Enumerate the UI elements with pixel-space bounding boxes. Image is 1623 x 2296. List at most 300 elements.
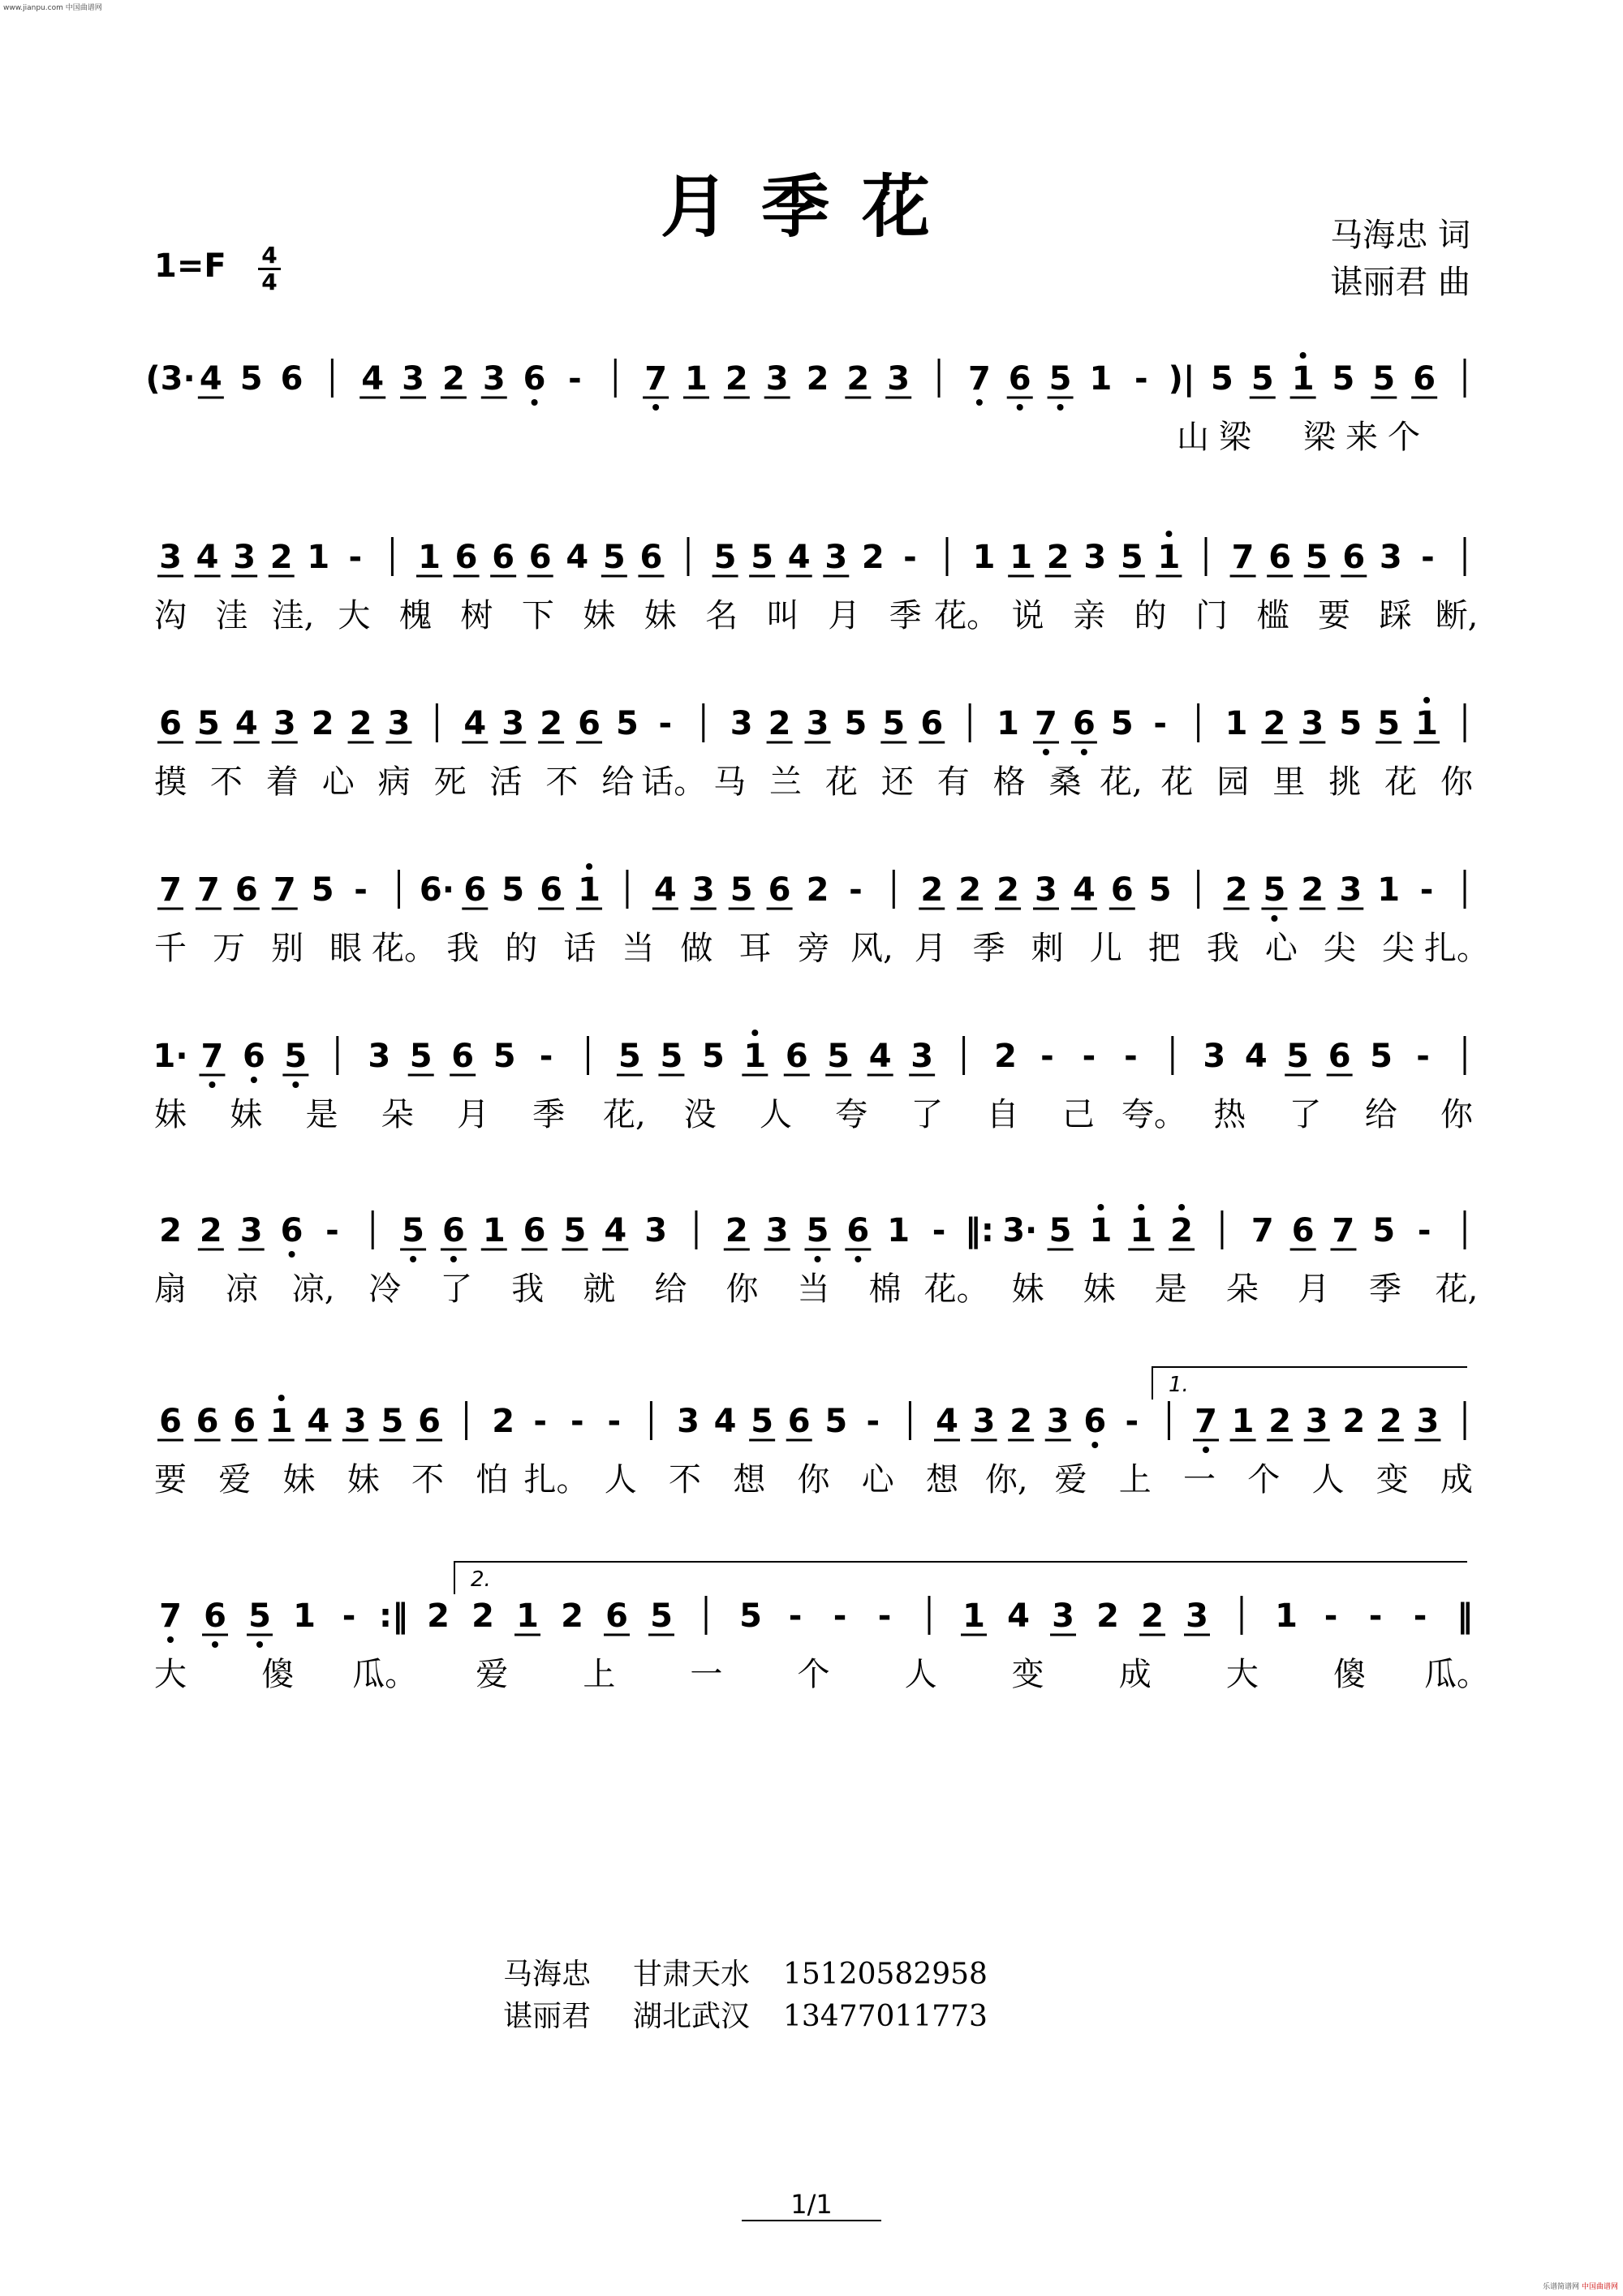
note: - (877, 1597, 892, 1635)
lyric-syllable: 夸 (835, 1096, 868, 1133)
lyric-syllable: 了 (440, 1271, 473, 1308)
note: 6 (578, 705, 601, 742)
note: 3 (972, 1403, 996, 1440)
lyric-syllable: 季 (532, 1096, 566, 1133)
lyric-syllable: 妹 (154, 1096, 187, 1133)
note: - (342, 1597, 356, 1635)
note: - (570, 1403, 584, 1440)
contact-phone: 13477011773 (783, 2000, 988, 2033)
note: 5 (739, 1597, 762, 1635)
note: 6 (768, 871, 791, 909)
lyric-syllable: 变 (1011, 1656, 1044, 1693)
lyric-syllable: 死 (433, 763, 467, 801)
lyric-syllable: 季 (972, 930, 1005, 967)
low-octave-dot (167, 1636, 174, 1643)
note: 5 (701, 1038, 725, 1075)
note: 4 (1007, 1597, 1030, 1635)
note: 6 (1291, 1212, 1315, 1249)
volta-bracket (454, 1562, 1467, 1594)
lyric-syllable: 扎。 (523, 1461, 589, 1498)
lyric-syllable: 大 (1225, 1656, 1259, 1693)
note: - (1124, 1038, 1138, 1075)
note: 6 (1413, 360, 1436, 398)
note: 4 (1072, 871, 1096, 909)
high-octave-dot (751, 1030, 758, 1036)
lyric-syllable: 来 (1345, 419, 1378, 456)
note: 1 (269, 1403, 293, 1440)
note: 3 (765, 360, 789, 398)
note: 1 (743, 1038, 767, 1075)
lyric-syllable: 月 (1297, 1271, 1330, 1308)
note: - (1153, 705, 1168, 742)
note: 2 (1170, 1212, 1194, 1249)
note: 2 (920, 871, 944, 909)
note: 2 (1379, 1403, 1402, 1440)
lyric-syllable: 月 (828, 597, 861, 634)
composer-credit: 谌丽君 曲 (1330, 264, 1470, 301)
page-title: 月季花 (660, 166, 962, 247)
note: 1 (482, 1212, 506, 1249)
note: 4 (361, 360, 385, 398)
note: 2 (1141, 1597, 1164, 1635)
note: - (533, 1403, 548, 1440)
note: - (1416, 1038, 1430, 1075)
watermark-bottom-b: 中国曲谱网 (1581, 2283, 1618, 2291)
key-signature: 1=F (154, 247, 226, 285)
lyric-syllable: 桑 (1048, 763, 1082, 801)
lyric-syllable: 朵 (381, 1096, 414, 1133)
lyric-syllable: 要 (154, 1461, 187, 1498)
low-octave-dot (652, 404, 659, 411)
note: 5 (1110, 705, 1134, 742)
lyric-syllable: 扇 (154, 1271, 187, 1308)
note: 1 (1157, 539, 1181, 576)
note: 1 (1231, 1403, 1255, 1440)
note: - (1082, 1038, 1096, 1075)
lyric-syllable: 上 (583, 1656, 616, 1693)
lyric-syllable: 想 (926, 1461, 958, 1498)
lyric-syllable: 夸。 (1121, 1096, 1187, 1133)
lyric-syllable: 心 (321, 763, 355, 801)
note: 6 (1328, 1038, 1351, 1075)
note: 3 (1339, 871, 1363, 909)
lyric-syllable: 兰 (769, 763, 803, 801)
note: 2 (159, 1212, 182, 1249)
page-number (0, 2189, 1623, 2221)
lyric-syllable: 怕 (476, 1461, 509, 1498)
lyric-syllable: 给 (601, 763, 635, 801)
note: 5 (1251, 360, 1274, 398)
note: 3 (911, 1038, 934, 1075)
note: 6 (1072, 705, 1096, 742)
note: - (1324, 1597, 1338, 1635)
note: 5 (827, 1038, 850, 1075)
note: - (788, 1597, 803, 1635)
note: 4 (713, 1403, 737, 1440)
lyric-syllable: 洼, (271, 597, 315, 634)
note: 6 (528, 539, 552, 576)
note: 3 (1186, 1597, 1208, 1635)
note: 3 (502, 705, 525, 742)
contact-row (503, 1954, 988, 1996)
note: 1 (887, 1212, 911, 1249)
note: 5 (284, 1038, 308, 1075)
lyric-syllable: 的 (1134, 597, 1167, 634)
note: 4 (1244, 1038, 1268, 1075)
lyric-syllable: 是 (1154, 1271, 1187, 1308)
low-octave-dot (251, 1077, 257, 1083)
note: 2 (725, 360, 748, 398)
lyric-syllable: 的 (505, 930, 538, 967)
note: - (866, 1403, 880, 1440)
lyric-syllable: 心 (861, 1461, 894, 1498)
contact-name: 马海忠 (503, 1958, 592, 1991)
note: - (932, 1212, 946, 1249)
note: 2 (492, 1403, 515, 1440)
note: - (1417, 1212, 1431, 1249)
lyric-syllable: 是 (305, 1096, 338, 1133)
note: 5 (1339, 705, 1363, 742)
note: 7 (1231, 539, 1255, 576)
low-octave-dot (289, 1251, 295, 1258)
volta-label: 2. (471, 1567, 491, 1592)
note: 5 (1286, 1038, 1310, 1075)
note: 3 (402, 360, 424, 398)
note: 2 (1268, 1403, 1292, 1440)
lyric-syllable: 花。 (372, 930, 437, 967)
note: 6 (523, 1212, 546, 1249)
lyric-syllable: 冷 (368, 1271, 402, 1308)
note: - (833, 1597, 847, 1635)
lyric-syllable: 人 (904, 1656, 937, 1693)
low-octave-dot (292, 1081, 299, 1088)
note: 5 (311, 871, 334, 909)
note: 5 (1048, 360, 1072, 398)
note: 2 (269, 539, 293, 576)
note: 4 (936, 1403, 958, 1440)
low-octave-dot (209, 1081, 215, 1088)
high-octave-dot (1300, 352, 1307, 359)
note: 5 (1332, 360, 1355, 398)
note: 6 (441, 1212, 465, 1249)
lyric-syllable: 成 (1440, 1461, 1473, 1498)
lyric-syllable: 傻 (261, 1656, 295, 1693)
note: 2 (768, 705, 791, 742)
note: 4 (868, 1038, 892, 1075)
note: 7 (200, 1038, 224, 1075)
lyric-syllable: 病 (377, 763, 411, 801)
low-octave-dot (450, 1256, 457, 1262)
high-octave-dot (1178, 1204, 1185, 1210)
note: 2 (1225, 871, 1248, 909)
lyric-syllable: 花, (1435, 1271, 1479, 1308)
note: 3 (1052, 1597, 1074, 1635)
time-signature-top: 4 (261, 242, 278, 269)
note: 5 (650, 1597, 673, 1635)
note: 3 (1035, 871, 1057, 909)
lyric-syllable: 断, (1435, 597, 1479, 634)
note: 5 (751, 539, 774, 576)
lyric-syllable: 妹 (347, 1461, 380, 1498)
lyric-syllable: 说 (1011, 597, 1044, 634)
high-octave-dot (1423, 697, 1430, 703)
low-octave-dot (1271, 915, 1277, 922)
lyric-syllable: 人 (1311, 1461, 1345, 1498)
note: 6 (463, 871, 487, 909)
note: 1 (418, 539, 441, 576)
note: 2 (561, 1597, 583, 1635)
note: 5 (381, 1403, 404, 1440)
note: 2 (861, 539, 885, 576)
note: 5 (618, 1038, 641, 1075)
note: - (325, 1212, 339, 1249)
lyric-syllable: 了 (1289, 1096, 1322, 1133)
lyric-syllable: 不 (669, 1461, 701, 1498)
note: 3 (1416, 1403, 1440, 1440)
note: 6 (235, 871, 258, 909)
note: 7 (1195, 1403, 1217, 1440)
note: 6 (785, 1038, 808, 1075)
time-signature-bottom: 4 (258, 268, 281, 295)
note: 7 (1251, 1212, 1274, 1249)
note: - (849, 871, 863, 909)
note: 3 (1379, 539, 1402, 576)
lyric-syllable: 你 (797, 1461, 830, 1498)
lyric-syllable: 万 (213, 930, 246, 967)
note: 1 (1225, 705, 1248, 742)
low-octave-dot (212, 1641, 218, 1648)
lyric-syllable: 沟 (154, 597, 187, 634)
lyric-syllable: 格 (992, 763, 1026, 801)
note: 7 (196, 871, 220, 909)
lyric-syllable: 你 (1440, 763, 1473, 801)
page-number-text: 1/1 (742, 2189, 881, 2221)
note: 6 (1342, 539, 1366, 576)
note: 7 (159, 1597, 182, 1635)
lyric-syllable: 还 (880, 763, 914, 801)
note: 7 (644, 360, 668, 398)
lyric-syllable: 当 (622, 930, 655, 967)
low-octave-dot (1081, 749, 1087, 755)
lyric-syllable: 旁 (797, 930, 830, 967)
lyric-syllable: 我 (1206, 930, 1239, 967)
note: 6 (196, 1403, 219, 1440)
note: 3 (691, 871, 715, 909)
note: 1· (153, 1038, 188, 1075)
note: 5 (409, 1038, 433, 1075)
lyric-syllable: 了 (911, 1096, 944, 1133)
note: 3 (343, 1403, 367, 1440)
contact-phone: 15120582958 (783, 1958, 988, 1991)
note: 6 (540, 871, 563, 909)
lyric-syllable: 变 (1375, 1461, 1409, 1498)
note: 1 (997, 705, 1019, 742)
note: 5 (806, 1212, 829, 1249)
note: 3 (677, 1403, 700, 1440)
lyric-syllable: 话。 (641, 763, 707, 801)
lyric-syllable: 热 (1213, 1096, 1246, 1133)
note: 4 (199, 360, 222, 398)
note: 5 (1211, 360, 1233, 398)
note: 2 (441, 360, 465, 398)
note: 7 (273, 871, 296, 909)
contact-place: 甘肃天水 (633, 1958, 751, 1991)
note: 1 (1291, 360, 1315, 398)
note: 2 (806, 871, 829, 909)
note: 2 (1046, 539, 1070, 576)
note: - (1419, 871, 1434, 909)
note: - (348, 539, 363, 576)
contacts-block (503, 1954, 988, 2038)
note: 1 (1377, 871, 1401, 909)
lyric-syllable: 花 (824, 763, 858, 801)
lyric-syllable: 一 (690, 1656, 723, 1693)
high-octave-dot (1097, 1204, 1104, 1210)
high-octave-dot (586, 863, 592, 870)
lyric-syllable: 妹 (644, 597, 677, 634)
lyric-syllable: 给 (654, 1271, 687, 1308)
note: 4 (566, 539, 589, 576)
note: 3 (1301, 705, 1324, 742)
low-octave-dot (1043, 749, 1049, 755)
note: 5 (1120, 539, 1143, 576)
barline-symbol: ‖ (1457, 1597, 1473, 1635)
high-octave-dot (1138, 1204, 1144, 1210)
note: 4 (463, 705, 487, 742)
note: 2 (725, 1212, 748, 1249)
note: 1 (1089, 360, 1113, 398)
lyric-syllable: 自 (986, 1096, 1019, 1133)
note: 6 (242, 1038, 265, 1075)
note: 6 (454, 539, 478, 576)
low-octave-dot (256, 1641, 263, 1648)
note: 2 (997, 871, 1019, 909)
lyric-syllable: 大 (338, 597, 371, 634)
lyric-syllable: 花, (603, 1096, 646, 1133)
note: 5 (1372, 360, 1396, 398)
note: 5 (563, 1212, 587, 1249)
note: (3· (145, 360, 196, 398)
high-octave-dot (1165, 531, 1172, 537)
lyric-syllable: 山 (1177, 419, 1209, 456)
note: 6 (846, 1212, 870, 1249)
note: - (607, 1403, 622, 1440)
note: 5 (196, 705, 220, 742)
lyric-syllable: 月 (914, 930, 947, 967)
note: 6 (1083, 1403, 1107, 1440)
note: - (1040, 1038, 1054, 1075)
note: 3 (1046, 1403, 1070, 1440)
lyric-syllable: 千 (154, 930, 187, 967)
note: 4 (196, 539, 219, 576)
note: 4 (307, 1403, 330, 1440)
lyric-syllable: 下 (521, 597, 554, 634)
lyric-syllable: 季 (1368, 1271, 1401, 1308)
lyric-syllable: 名 (705, 597, 738, 634)
note: 5 (239, 360, 263, 398)
note: 5 (844, 705, 867, 742)
note: 6 (204, 1597, 226, 1635)
note: 6 (418, 1403, 441, 1440)
lyric-syllable: 花, (1100, 763, 1143, 801)
note: - (539, 1038, 553, 1075)
note: 3 (1305, 1403, 1328, 1440)
note: 3 (765, 1212, 789, 1249)
note: 2 (994, 1038, 1017, 1075)
lyric-syllable: 季 (889, 597, 922, 634)
lyric-syllable: 我 (446, 930, 480, 967)
note: 1 (1010, 539, 1033, 576)
note: 2 (1301, 871, 1324, 909)
note: 3 (482, 360, 506, 398)
note: 2 (958, 871, 982, 909)
lyric-syllable: 园 (1216, 763, 1250, 801)
lyric-syllable: 凉, (291, 1271, 335, 1308)
note: 5 (751, 1403, 774, 1440)
lyric-syllable: 梁 (1303, 419, 1336, 456)
note: 2 (1010, 1403, 1033, 1440)
note: - (354, 871, 368, 909)
lyric-syllable: 爱 (1054, 1461, 1087, 1498)
note: 2 (846, 360, 870, 398)
note: 6 (605, 1597, 628, 1635)
note: - (1368, 1597, 1383, 1635)
lyric-syllable: 爱 (218, 1461, 252, 1498)
lyric-syllable: 门 (1195, 597, 1229, 634)
note: 1 (578, 871, 601, 909)
note: 5 (1372, 1212, 1396, 1249)
lyric-syllable: 没 (683, 1096, 717, 1133)
contact-name: 谌丽君 (503, 2000, 592, 2033)
lyric-syllable: 妹 (1083, 1271, 1116, 1308)
barline-symbol: )| (1168, 360, 1195, 398)
note: 1 (516, 1597, 539, 1635)
note: 6 (1268, 539, 1292, 576)
lyric-syllable: 不 (545, 763, 579, 801)
lyric-syllable: 你, (984, 1461, 1028, 1498)
note: 7 (159, 871, 182, 909)
lyric-syllable: 做 (680, 930, 713, 967)
note: 6 (639, 539, 663, 576)
lyric-syllable: 花 (1160, 763, 1194, 801)
low-octave-dot (410, 1256, 416, 1262)
note: - (1413, 1597, 1427, 1635)
note: 1 (962, 1597, 985, 1635)
lyric-syllable: 妹 (230, 1096, 263, 1133)
note: 5 (1377, 705, 1401, 742)
note: 1 (1089, 1212, 1113, 1249)
note: 3 (806, 705, 829, 742)
lyric-syllable: 月 (456, 1096, 489, 1133)
lyric-syllable: 不 (411, 1461, 444, 1498)
note: 3 (824, 539, 848, 576)
lyric-syllable: 尖 (1323, 930, 1356, 967)
contact-row (503, 1996, 988, 2038)
note: 5 (616, 705, 639, 742)
lyric-syllable: 个 (797, 1656, 830, 1693)
low-octave-dot (1203, 1447, 1209, 1453)
lyric-syllable: 摸 (154, 763, 187, 801)
note: 2 (199, 1212, 222, 1249)
low-octave-dot (1091, 1442, 1098, 1448)
lyric-syllable: 瓜。 (1424, 1656, 1489, 1693)
note: 4 (653, 871, 677, 909)
lyric-syllable: 着 (265, 763, 299, 801)
note: 7 (1332, 1212, 1355, 1249)
note: 6 (1008, 360, 1031, 398)
lyric-syllable: 洼 (215, 597, 248, 634)
lyric-syllable: 妹 (282, 1461, 316, 1498)
